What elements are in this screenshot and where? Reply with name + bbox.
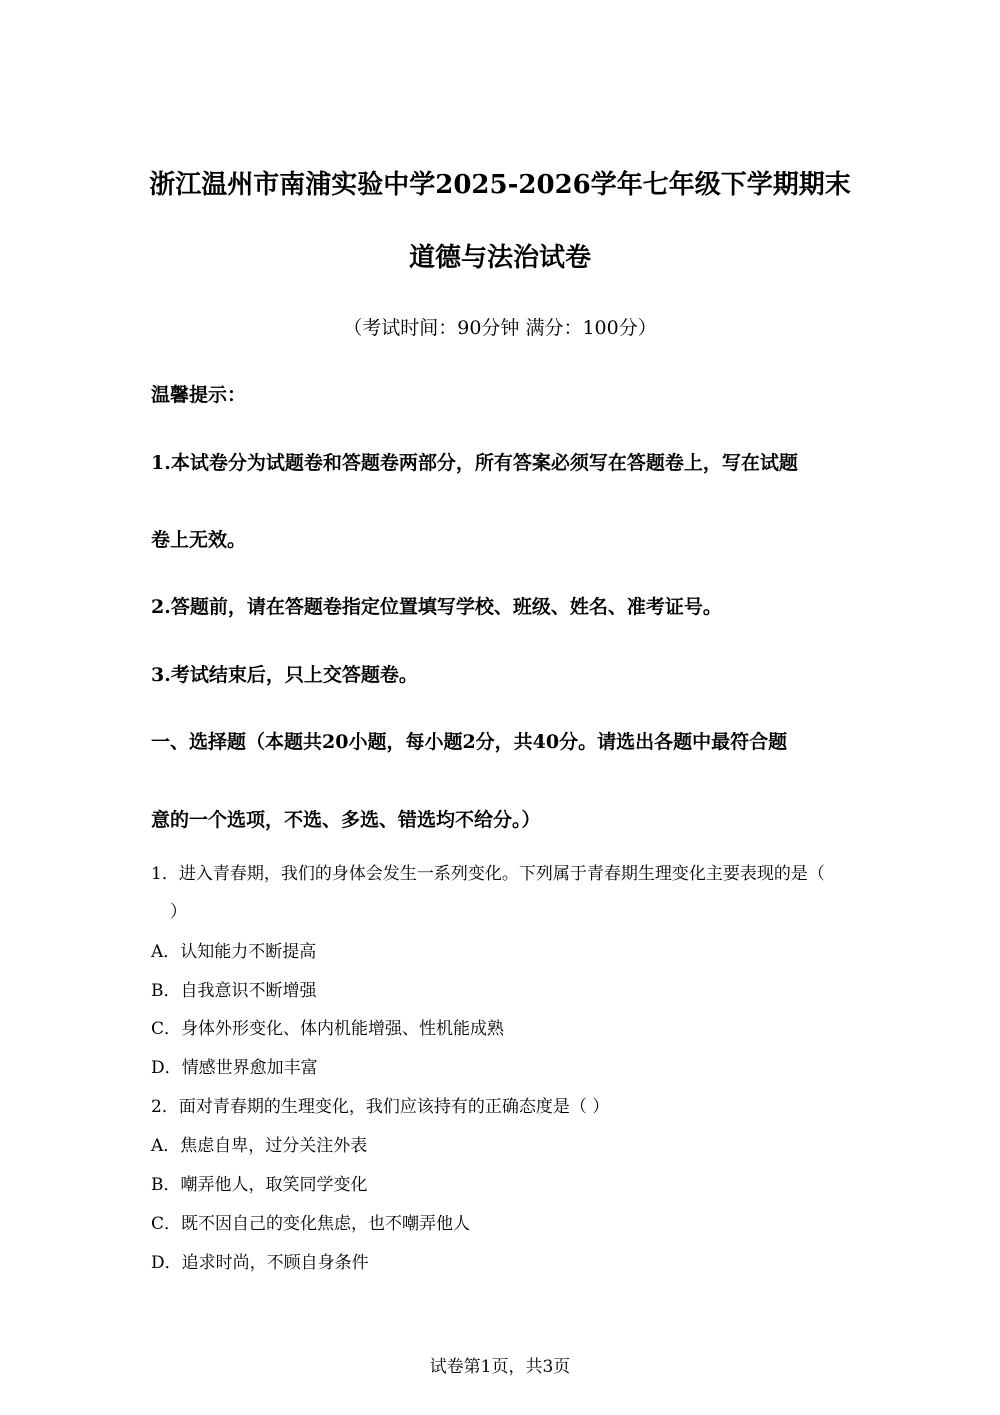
notice-item1-line1: 1.本试卷分为试题卷和答题卷两部分，所有答案必须写在答题卷上，写在试题: [151, 452, 798, 474]
question-1-option-a: A．认知能力不断提高: [151, 942, 317, 962]
section1-heading-line1: 一、选择题（本题共20小题，每小题2分，共40分。请选出各题中最符合题: [151, 731, 788, 753]
question-2-option-d: D．追求时尚，不顾自身条件: [151, 1253, 369, 1273]
notice-item2: 2.答题前，请在答题卷指定位置填写学校、班级、姓名、准考证号。: [151, 596, 722, 618]
question-1-option-c: C．身体外形变化、体内机能增强、性机能成熟: [151, 1019, 505, 1039]
question-1-stem: 1．进入青春期，我们的身体会发生一系列变化。下列属于青春期生理变化主要表现的是（: [151, 864, 825, 884]
question-2-option-c: C．既不因自己的变化焦虑，也不嘲弄他人: [151, 1214, 471, 1234]
exam-title-line2: 道德与法治试卷: [408, 243, 591, 273]
notice-item3: 3.考试结束后，只上交答题卷。: [151, 664, 418, 686]
page-footer: 试卷第1页，共3页: [429, 1357, 571, 1377]
exam-title-line1: 浙江温州市南浦实验中学2025-2026学年七年级下学期期末: [149, 170, 851, 200]
question-2-option-b: B．嘲弄他人，取笑同学变化: [151, 1175, 368, 1195]
notice-heading: 温馨提示：: [151, 384, 247, 406]
question-2-option-a: A．焦虑自卑，过分关注外表: [151, 1136, 368, 1156]
notice-item1-line2: 卷上无效。: [151, 529, 247, 551]
section1-heading-line2: 意的一个选项，不选、多选、错选均不给分。）: [151, 809, 541, 831]
question-1-option-d: D．情感世界愈加丰富: [151, 1058, 318, 1078]
question-2-stem: 2．面对青春期的生理变化，我们应该持有的正确态度是（ ）: [151, 1097, 610, 1117]
question-1-stem-cont: ）: [170, 902, 187, 922]
exam-info: （考试时间：90分钟 满分：100分）: [343, 317, 657, 339]
question-1-option-b: B．自我意识不断增强: [151, 981, 317, 1001]
